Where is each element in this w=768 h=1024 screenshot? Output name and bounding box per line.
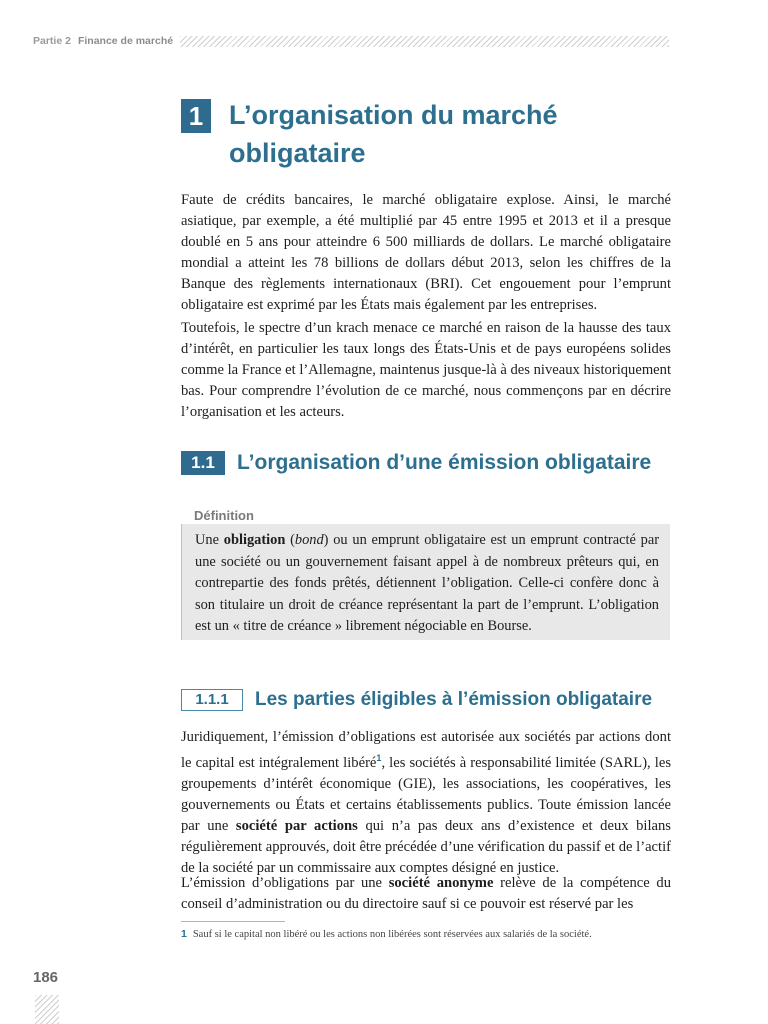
paragraph-text: Faute de crédits bancaires, le marché obligataire explose. Ainsi, le marché asiatique, par exemple, a été multiplié par 45 entre 1995 et 2013 et il a presque doublé en 5 ans pour atteindre 6 500 milliards de dollars. Le marché obligataire mondial a atteint les 78 billions de dollars début 2013, selon les chiffres de la Banque des règlements internationaux (BRI). Cet engouement pour l’emprunt obligataire est exprimé par les États mais également par les entreprises. <box>181 192 671 313</box>
term-english: bond <box>294 532 324 548</box>
intro-paragraph-2 <box>181 318 671 423</box>
intro-paragraph-1 <box>181 190 671 316</box>
chapter-heading <box>181 96 671 172</box>
term-bold: obligation <box>223 532 286 548</box>
footnote-reference[interactable]: 1 <box>376 753 382 763</box>
definition-text: Une obligation (bond) ou un emprunt obligataire est un emprunt contracté par une société ou un gouvernement faisant appel à de nombreux prêteurs qui, en contrepartie des fonds prêtés, détiennent l’obligation. Celle-ci confère donc à son titulaire un droit de créance représentant la part de l’emprunt. L’obligation est un « titre de créance » librement négociable en Bourse. <box>195 532 660 634</box>
paragraph-text: L’émission d’obligations par une société anonyme relève de la compétence du conseil d’administration ou du directoire sauf si ce pouvoir est réservé par les <box>181 875 671 912</box>
definition-label: Définition <box>194 508 254 523</box>
running-header <box>33 33 669 49</box>
definition-box <box>181 524 670 640</box>
subsection-title: Les parties éligibles à l’émission obligataire <box>255 689 653 710</box>
chapter-number: 1 <box>181 99 211 133</box>
paragraph-text: Toutefois, le spectre d’un krach menace ce marché en raison de la hausse des taux d’intérêt, en particulier les taux longs des États-Unis et de pays européens solides comme la France et l’Allemagne, maintenus jusque-là à des niveaux historiquement bas. Pour comprendre l’évolution de ce marché, nous commençons par en décrire l’organisation et les acteurs. <box>181 320 671 420</box>
page-number: 186 <box>33 969 59 986</box>
subsection-heading-1-1-1 <box>181 689 652 711</box>
body-paragraph-4 <box>181 873 671 915</box>
header-part: Partie 2 <box>33 35 71 47</box>
paragraph-text: Juridiquement, l’émission d’obligations est autorisée aux sociétés par actions dont le capital est intégralement libéré$^1$, les sociétés à responsabilité limitée (SARL), les groupements d’intérêt économique (GIE), les associations, les coopératives, les gouvernements ou États et certains établissements publics. Toute émission lancée par une société par actions qui n’a pas deux ans d’existence et deux bilans régulièrement approuvés, doit être précédée d’une vérification du passif et de l’actif de la société par un commissaire aux comptes désigné en justice. <box>181 729 671 876</box>
header-section: Finance de marché <box>77 35 174 47</box>
bold-term: société anonyme <box>388 875 494 891</box>
section-heading-1-1 <box>181 451 651 475</box>
header-hatch-decoration <box>180 36 669 47</box>
section-title: L’organisation d’une émission obligataire <box>237 451 652 474</box>
subsection-number: 1.1.1 <box>181 689 243 711</box>
section-number: 1.1 <box>181 451 225 475</box>
footnote <box>181 928 671 940</box>
footer-hatch-decoration <box>35 995 59 1024</box>
footnote-divider <box>181 921 285 922</box>
footnote-number: 1 <box>181 928 187 940</box>
body-paragraph-3 <box>181 727 671 879</box>
chapter-title: L’organisation du marché obligataire <box>229 100 558 168</box>
footnote-text: Sauf si le capital non libéré ou les actions non libérées sont réservées aux salariés de la société. <box>192 929 592 940</box>
bold-term: société par actions <box>235 817 358 834</box>
